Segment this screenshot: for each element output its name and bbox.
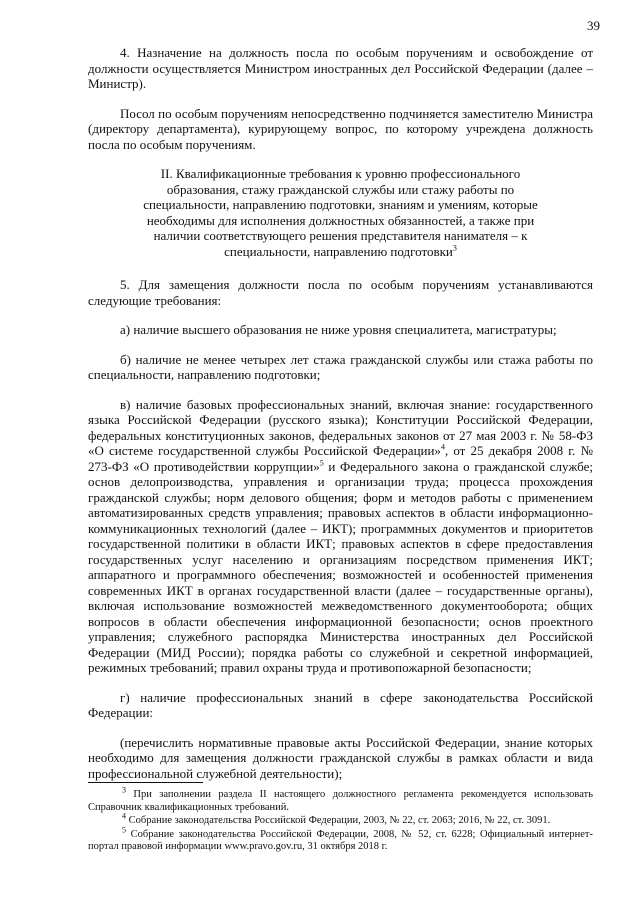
main-text xyxy=(88,45,593,795)
paragraph-a: а) наличие высшего образования не ниже уровня специалитета, магистратуры; xyxy=(120,322,557,337)
footnote-3 xyxy=(88,785,593,814)
paragraph-subordination: Посол по особым поручениям непосредственно подчиняется заместителю Министра (директору департамента), курирующему вопрос, по которому учреждена должность посла по особым поручениям. xyxy=(88,105,593,152)
footnote-mark: 4 xyxy=(122,811,126,821)
footnote-text: При заполнении раздела II настоящего должностного регламента рекомендуется использовать Справочник квалификационных требований. xyxy=(88,789,593,813)
page-number: 39 xyxy=(587,18,600,33)
footnote-separator xyxy=(88,782,203,783)
paragraph-b: б) наличие не менее четырех лет стажа гражданской службы или стажа работы по специальности, направлению подготовки; xyxy=(88,351,593,382)
footnote-mark: 5 xyxy=(122,825,126,834)
paragraph-v xyxy=(88,397,593,676)
paragraph-4: 4. Назначение на должность посла по особым поручениям и освобождение от должности осуществляется Министром иностранных дел Российской Федерации (далее – Министр). xyxy=(88,45,593,91)
section-2-heading-text: II. Квалификационные требования к уровню профессионального образования, стажу гражданской службы или стажу работы по специальности, направлению подготовки, знаниям и умениям, которые необходимы для исполнения должностных обязанностей, а также при наличии соответствующего решения представителя нанимателя – к специальности, направлению подготовки xyxy=(143,166,538,259)
paragraph-v-part-3: и Федерального закона о гражданской службе; основ делопроизводства, управления и организации труда; процесса прохождения гражданской службы; норм делового общения; форм и методов работы с применением автоматизированных средств управления; правовых аспектов в области информационно-коммуникационных технологий (далее – ИКТ); программных документов и приоритетов государственной политики в области ИКТ; правовых аспектов в сфере предоставления государственных услуг населению и организациям посредством применения ИКТ; аппаратного и программного обеспечения; возможностей и особенностей применения современных ИКТ в органах государственной власти (далее – государственные органы), включая использование возможностей межведомственного документооборота; общих вопросов в области обеспечения информационной безопасности; основ проектного управления; служебного распорядка Министерства иностранных дел Российской Федерации (МИД России); порядка работы со служебной и секретной информацией, режимных требований; правил охраны труда и противопожарной безопасности; xyxy=(88,458,594,675)
footnote-5 xyxy=(88,825,593,854)
paragraph-g: г) наличие профессиональных знаний в сфере законодательства Российской Федерации: xyxy=(88,689,593,720)
footnote-ref-3: 3 xyxy=(452,243,457,253)
footnotes xyxy=(88,782,593,855)
footnote-4 xyxy=(88,811,593,828)
paragraph-5: 5. Для замещения должности посла по особым поручениям устанавливаются следующие требования: xyxy=(88,277,593,308)
section-2-heading xyxy=(88,166,593,259)
footnote-mark: 3 xyxy=(122,785,126,795)
footnote-text: Собрание законодательства Российской Федерации, 2003, № 22, ст. 2063; 2016, № 22, ст. 3091. xyxy=(126,815,551,826)
footnote-text: Собрание законодательства Российской Федерации, 2008, № 52, ст. 6228; Официальный интернет-портал правовой информации www.pravo.gov.ru, 31 октября 2018 г. xyxy=(88,828,593,852)
paragraph-list-instruction: (перечислить нормативные правовые акты Российской Федерации, знание которых необходимо для замещения должности гражданской службы в рамках области и вида профессиональной служебной деятельности); xyxy=(88,734,593,781)
footnote-ref-4: 4 xyxy=(440,442,445,452)
footnote-ref-5: 5 xyxy=(319,458,324,468)
paragraph-v-part-1: в) наличие базовых профессиональных знаний, включая знание: государственного языка Российской Федерации (русского языка); Конституции Российской Федерации, федеральных конституционных законов, федеральных законов от 27 мая 2003 г. № 58-ФЗ «О системе государственной службы Российской Федерации» xyxy=(88,396,593,458)
paragraph-v-part-2: , от 25 декабря 2008 г. № 273-ФЗ «О противодействии коррупции» xyxy=(88,443,593,474)
